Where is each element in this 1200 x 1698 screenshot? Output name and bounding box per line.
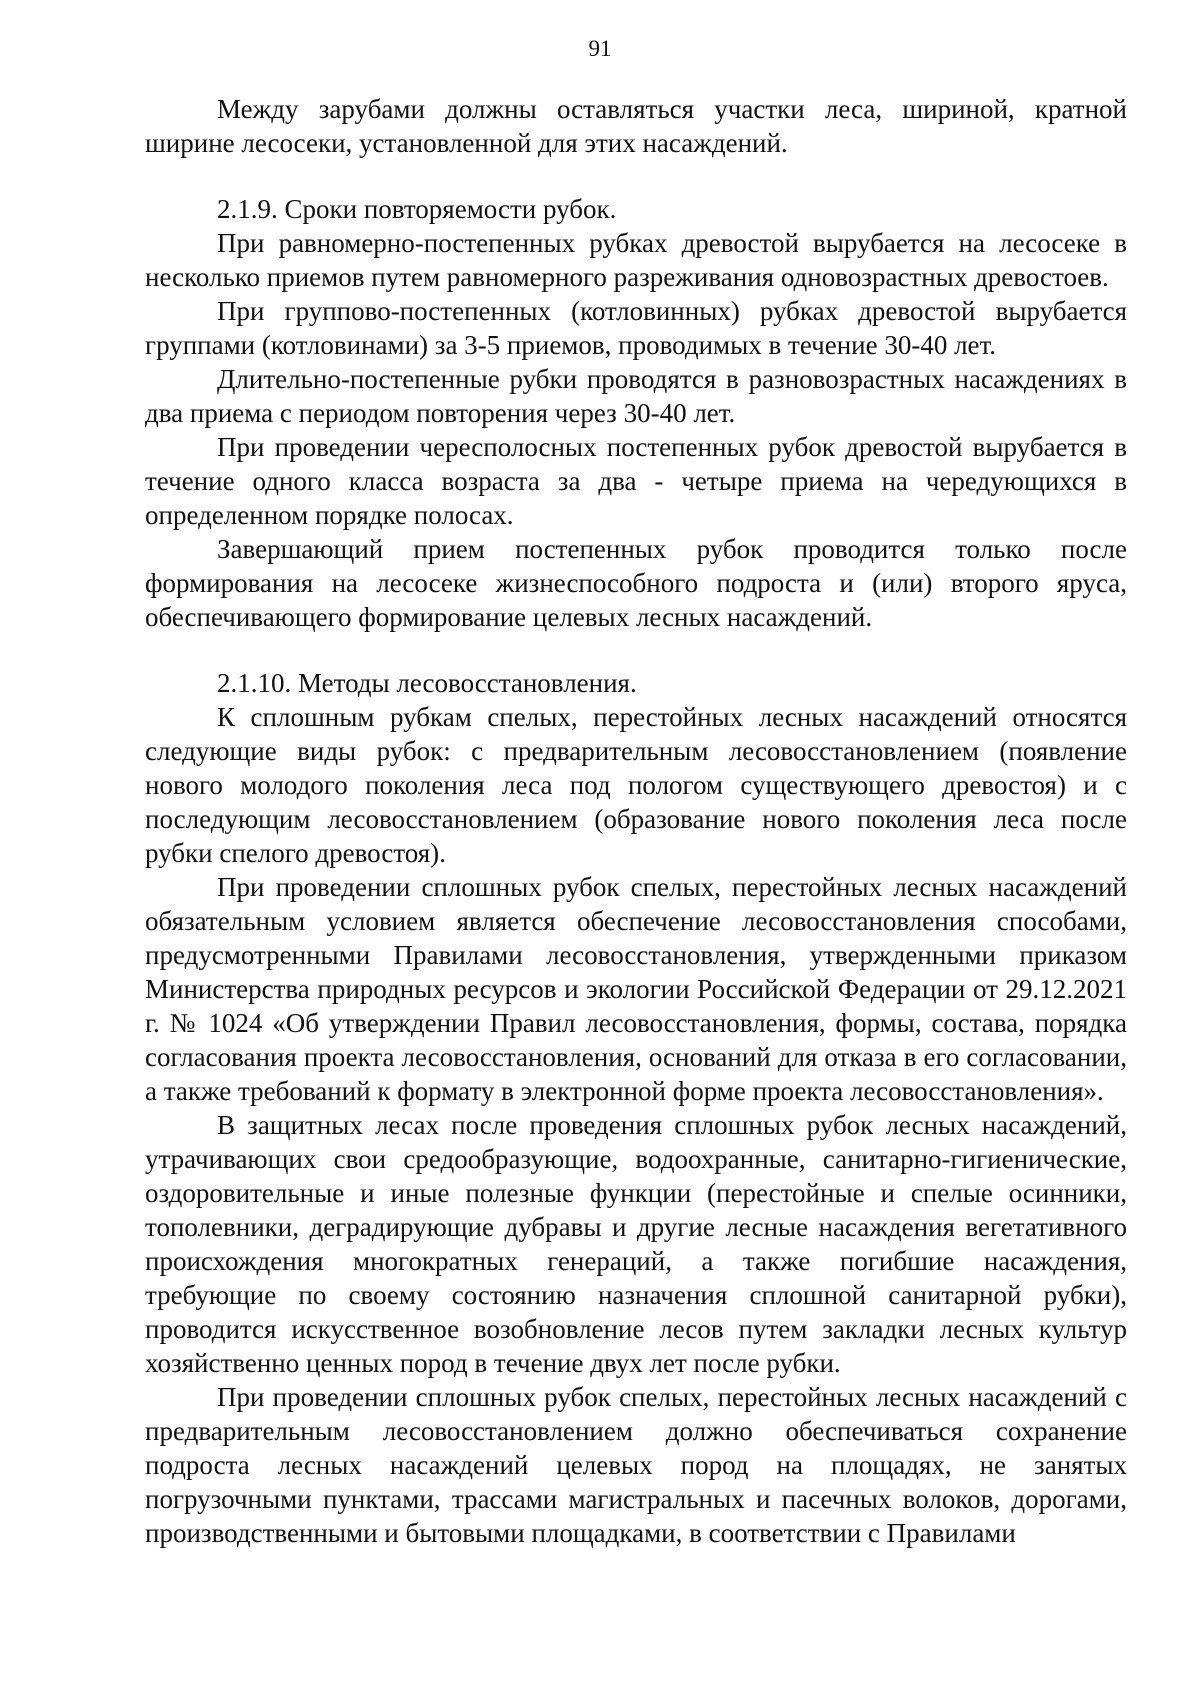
paragraph-strip-gradual: При проведении чересполосных постепенных рубок древостой вырубается в течение одного класса возраста за два - четыре приема на чередующихся в определенном порядке полосах. [145, 432, 1127, 530]
document-body [145, 92, 1127, 1550]
paragraph-long-gradual: Длительно-постепенные рубки проводятся в разновозрастных насаждениях в два приема с периодом повторения через 30-40 лет. [145, 364, 1127, 428]
section-gap [145, 160, 1127, 192]
section-heading-2-1-10: 2.1.10. Методы лесовосстановления. [217, 668, 637, 698]
section-heading-2-1-9: 2.1.9. Сроки повторяемости рубок. [217, 194, 617, 224]
page-number: 91 [588, 36, 612, 61]
paragraph-between-cuts: Между зарубами должны оставляться участки леса, шириной, кратной ширине лесосеки, установленной для этих насаждений. [145, 94, 1127, 158]
paragraph-group-gradual: При группово-постепенных (котловинных) рубках древостой вырубается группами (котловинами) за 3-5 приемов, проводимых в течение 30-40 лет. [145, 296, 1127, 360]
paragraph-uniform-gradual: При равномерно-постепенных рубках древостой вырубается на лесосеке в несколько приемов путем равномерного разреживания одновозрастных древостоев. [145, 228, 1127, 292]
paragraph-protective-forests: В защитных лесах после проведения сплошных рубок лесных насаждений, утрачивающих свои средообразующие, водоохранные, санитарно-гигиенические, оздоровительные и иные полезные функции (перестойные и спелые осинники, тополевники, деградирующие дубравы и другие лесные насаждения вегетативного происхождения многократных генераций, а также погибшие насаждения, требующие по своему состоянию назначения сплошной санитарной рубки), проводится искусственное возобновление лесов путем закладки лесных культур хозяйственно ценных пород в течение двух лет после рубки. [145, 1110, 1127, 1378]
paragraph-final-stage: Завершающий прием постепенных рубок проводится только после формирования на лесосеке жизнеспособного подроста и (или) второго яруса, обеспечивающего формирование целевых лесных насаждений. [145, 534, 1127, 632]
paragraph-mandatory-reforestation: При проведении сплошных рубок спелых, перестойных лесных насаждений обязательным условием является обеспечение лесовосстановления способами, предусмотренными Правилами лесовосстановления, утвержденными приказом Министерства природных ресурсов и экологии Российской Федерации от 29.12.2021 г. № 1024 «Об утверждении Правил лесовосстановления, формы, состава, порядка согласования проекта лесовосстановления, оснований для отказа в его согласовании, а также требований к формату в электронной форме проекта лесовосстановления». [145, 872, 1127, 1106]
section-gap [145, 634, 1127, 666]
paragraph-undergrowth-preservation: При проведении сплошных рубок спелых, перестойных лесных насаждений с предварительным лесовосстановлением должно обеспечиваться сохранение подроста лесных насаждений целевых пород на площадях, не занятых погрузочными пунктами, трассами магистральных и пасечных волоков, дорогами, производственными и бытовыми площадками, в соответствии с Правилами [145, 1382, 1127, 1548]
paragraph-clear-cut-types: К сплошным рубкам спелых, перестойных лесных насаждений относятся следующие виды рубок: с предварительным лесовосстановлением (появление нового молодого поколения леса под пологом существующего древостоя) и с последующим лесовосстановлением (образование нового поколения леса после рубки спелого древостоя). [145, 702, 1127, 868]
